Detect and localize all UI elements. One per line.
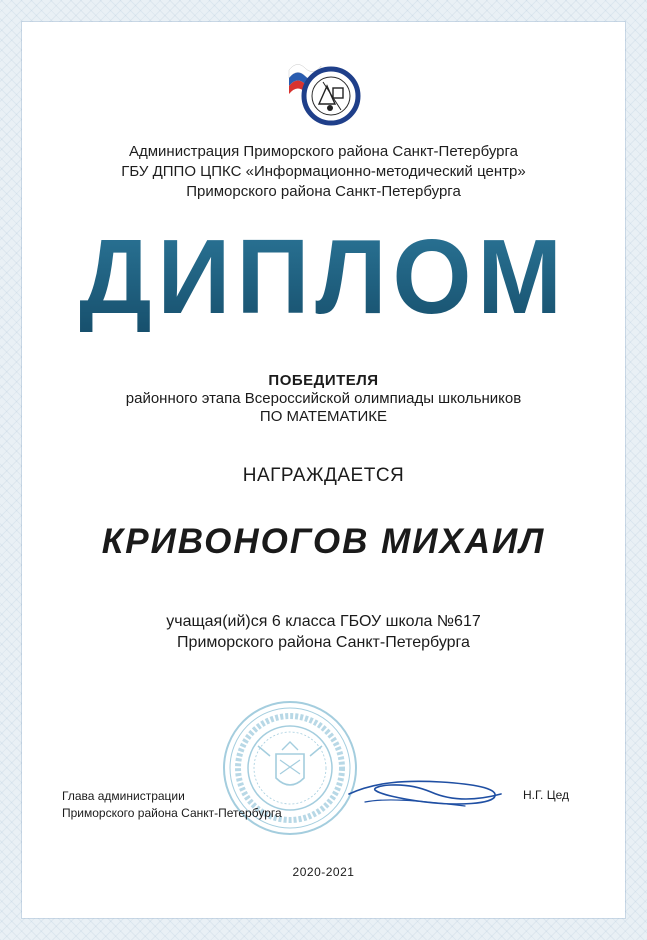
organization-header [0,142,647,202]
signatory-name: Н.Г. Цед [523,788,569,802]
org-line-1: Администрация Приморского района Санкт-Петербурга [128,143,518,160]
school-line-1: учащая(ий)ся 6 класса ГБОУ школа №617 [166,613,481,630]
olympiad-stage: районного этапа Всероссийской олимпиады школьников [125,390,522,407]
signatory-title [62,788,282,822]
winner-heading: ПОБЕДИТЕЛЯ [268,372,379,389]
olympiad-subject: ПО МАТЕМАТИКЕ [259,408,388,425]
org-line-3: Приморского района Санкт-Петербурга [186,183,461,200]
school-line-2: Приморского района Санкт-Петербурга [177,634,470,651]
handwritten-signature-icon [345,772,505,814]
academic-year: 2020-2021 [292,865,355,879]
signatory-title-line-1: Глава администрации [62,789,185,803]
diploma-title: ДИПЛОМ [13,222,634,332]
winner-block [0,372,647,426]
school-info [0,611,647,653]
org-line-2: ГБУ ДППО ЦПКС «Информационно-методический центр» [121,163,526,180]
signatory-title-line-2: Приморского района Санкт-Петербурга [62,806,282,820]
olympiad-emblem-icon [283,52,361,132]
awarded-label: НАГРАЖДАЕТСЯ [242,465,405,486]
recipient-name: КРИВОНОГОВ МИХАИЛ [101,522,546,561]
